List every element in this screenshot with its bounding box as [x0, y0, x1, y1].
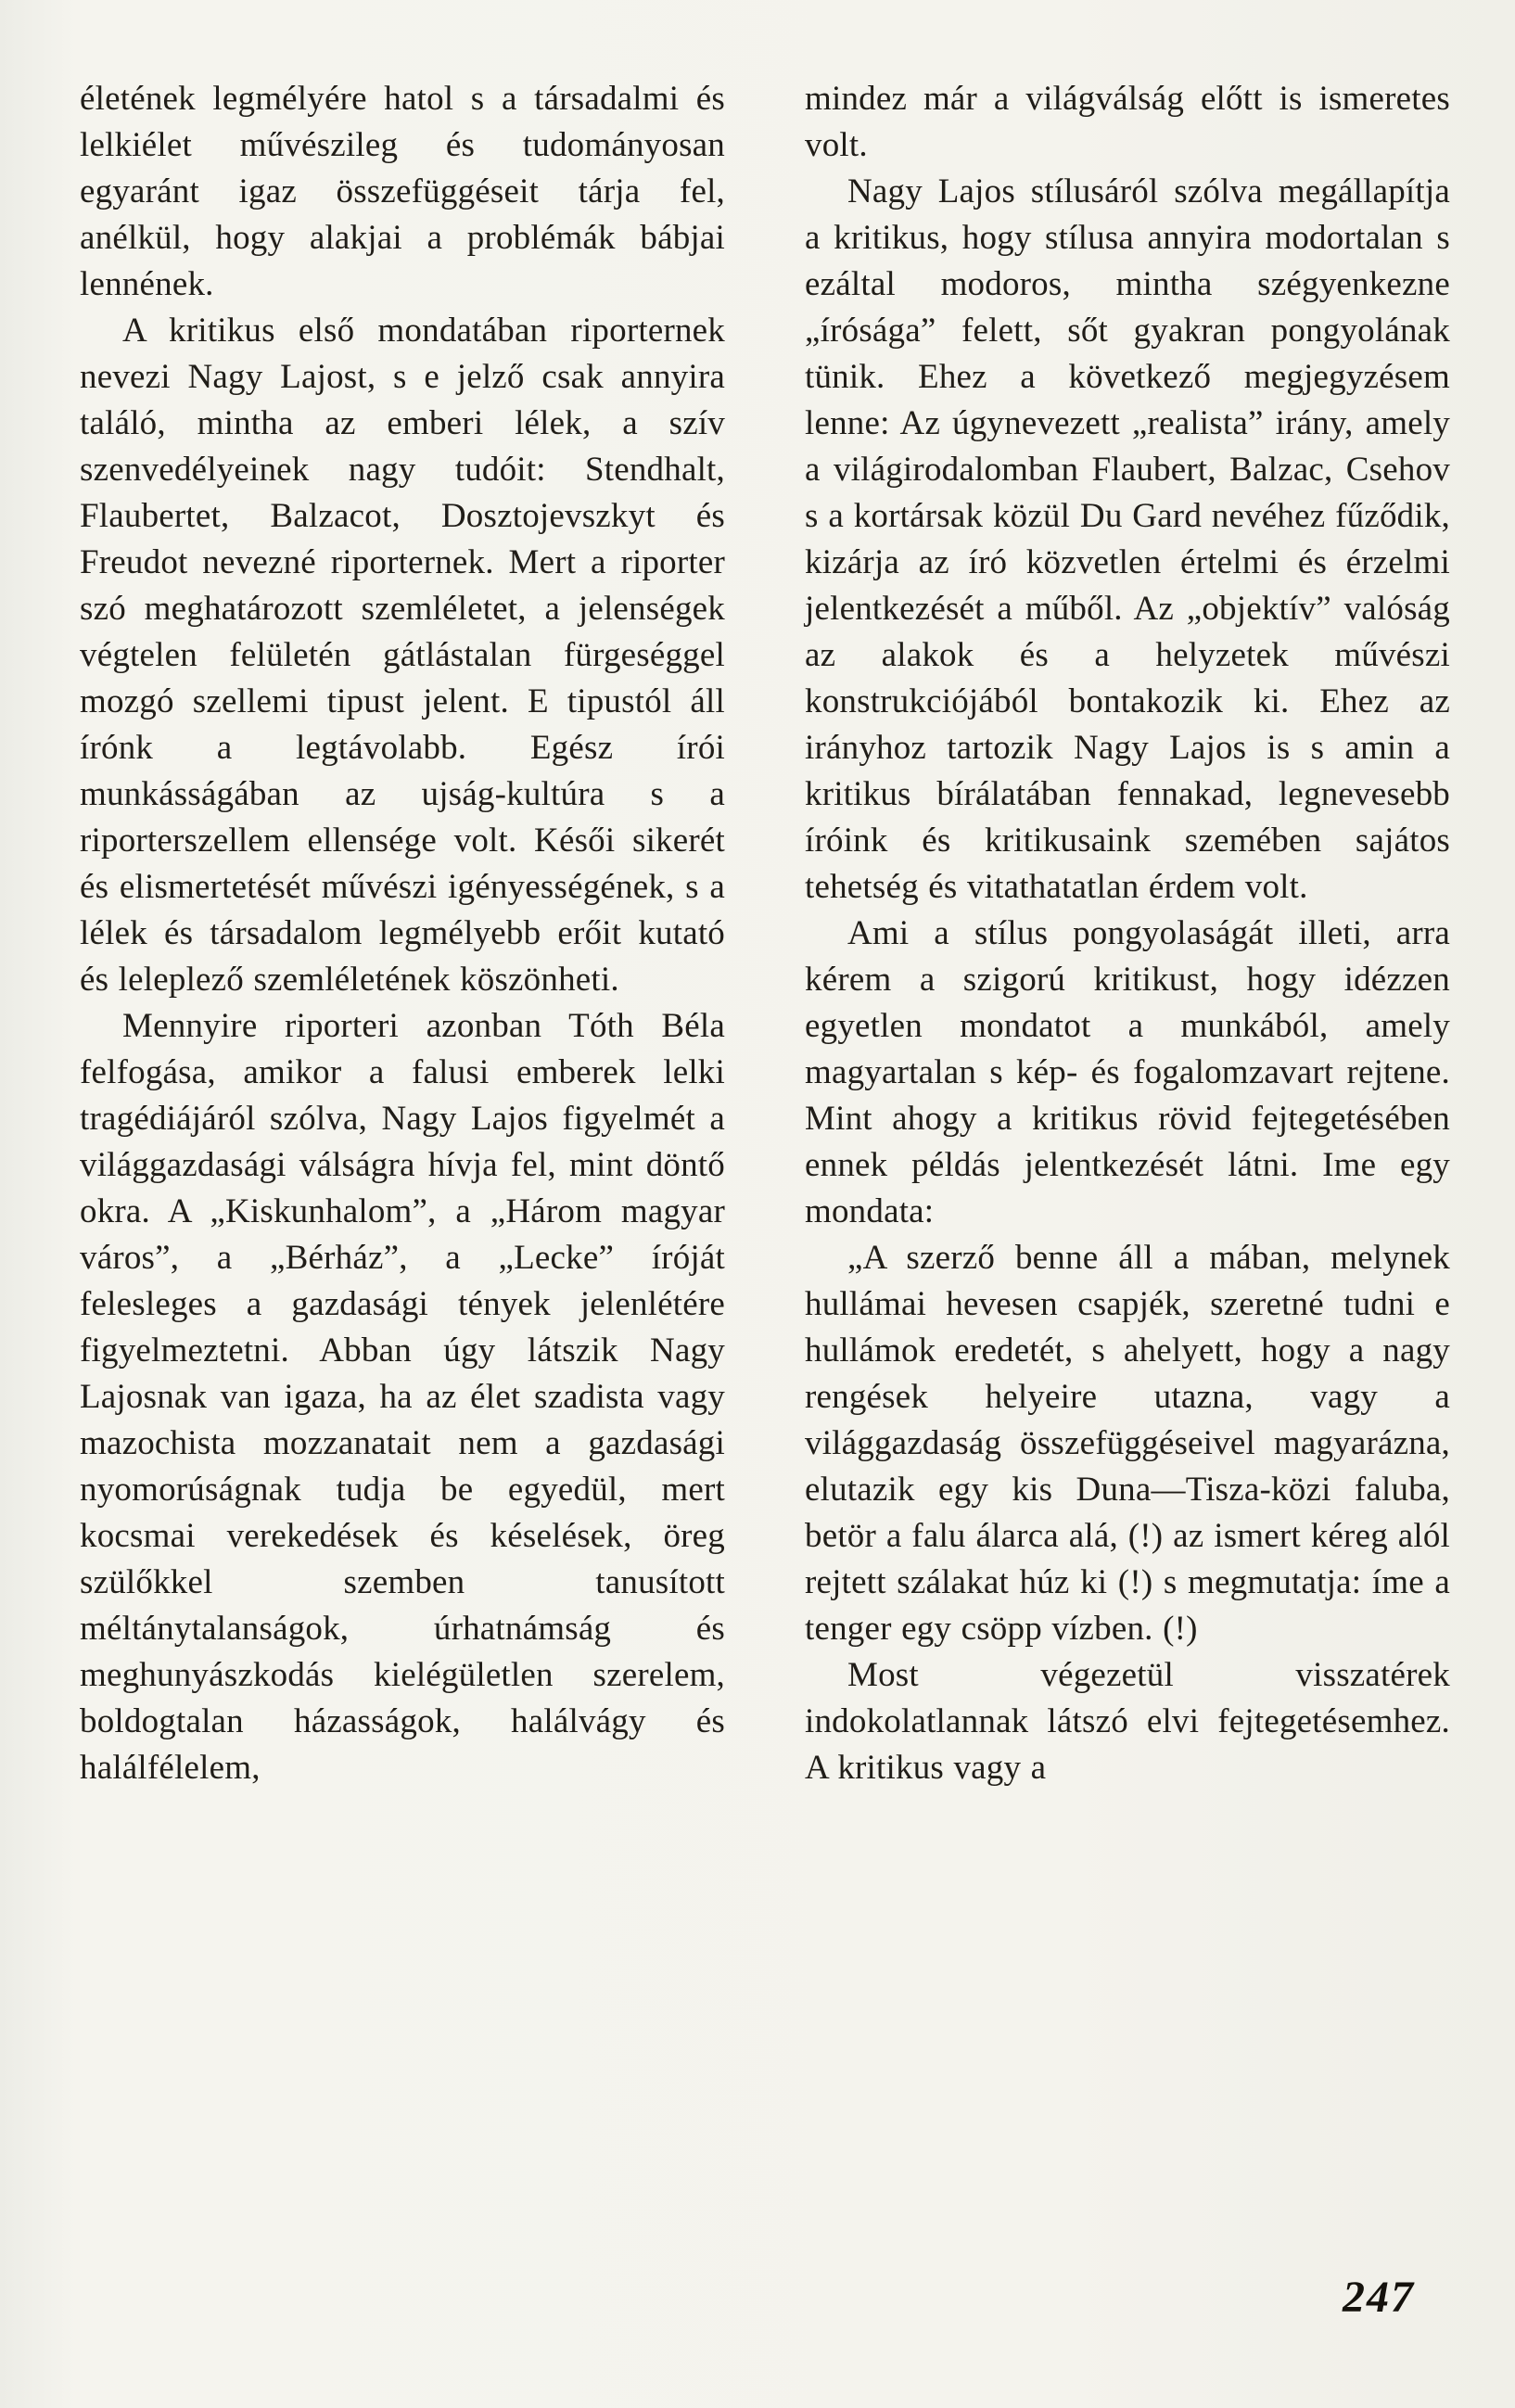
paragraph: Mennyire riporteri azonban Tóth Béla felfogása, amikor a falusi emberek lelki tragédiájáról szólva, Nagy Lajos figyelmét a világgazdasági válságra hívja fel, mint döntő okra. A „Kiskunhalom”, a „Három magyar város”, a „Bérház”, a „Lecke” íróját felesleges a gazdasági tények jelenlétére figyelmeztetni. Abban úgy látszik Nagy Lajosnak van igaza, ha az élet szadista vagy mazochista mozzanatait nem a gazdasági nyomorúságnak tudja be egyedül, mert kocsmai verekedések és késelések, öreg szülőkkel szemben tanusított méltánytalanságok, úrhatnámság és meghunyászkodás kielégületlen szerelem, boldogtalan házasságok, halálvágy és halálfélelem,: [80, 1007, 725, 1787]
page-number: 247: [1343, 2273, 1415, 2322]
paragraph: Most végezetül visszatérek indokolatlannak látszó elvi fejtegetésemhez. A kritikus vagy a: [805, 1656, 1450, 1787]
paragraph: A kritikus első mondatában riporternek nevezi Nagy Lajost, s e jelző csak annyira találó, mintha az emberi lélek, a szív szenvedélyeinek nagy tudóit: Stendhalt, Flaubertet, Balzacot, Dosztojevszkyt és Freudot nevezné riporternek. Mert a riporter szó meghatározott szemléletet, a jelenségek végtelen felületén gátlástalan fürgeséggel mozgó szellemi tipust jelent. E tipustól áll írónk a legtávolabb. Egész írói munkásságában az ujság-kultúra s a riporterszellem ellensége volt. Késői sikerét és elismertetését művészi igényességének, s a lélek és társadalom legmélyebb erőit kutató és leleplező szemléletének köszönheti.: [80, 312, 725, 999]
paragraph: Nagy Lajos stílusáról szólva megállapítja a kritikus, hogy stílusa annyira modortalan s ezáltal modoros, mintha szégyenkezne „írósága” felett, sőt gyakran pongyolának tünik. Ehez a következő megjegyzésem lenne: Az úgynevezett „realista” irány, amely a világirodalomban Flaubert, Balzac, Csehov s a kortársak közül Du Gard nevéhez fűződik, kizárja az író közvetlen értelmi és érzelmi jelentkezését a műből. Az „objektív” valóság az alakok és a helyzetek művészi konstrukciójából bontakozik ki. Ehez az irányhoz tartozik Nagy Lajos is s amin a kritikus bírálatában fennakad, legnevesebb íróink és kritikusaink szemében sajátos tehetség és vitathatatlan érdem volt.: [805, 172, 1450, 906]
paragraph-continuation: mindez már a világválság előtt is ismeretes volt.: [805, 80, 1450, 164]
left-column: [80, 76, 725, 1791]
paragraph: Ami a stílus pongyolaságát illeti, arra kérem a szigorú kritikust, hogy idézzen egyetlen mondatot a munkából, amely magyartalan s kép- és fogalomzavart rejtene. Mint ahogy a kritikus rövid fejtegetésében ennek példás jelentkezését látni. Ime egy mondata:: [805, 914, 1450, 1230]
right-column: [805, 76, 1450, 1791]
quoted-paragraph: „A szerző benne áll a mában, melynek hullámai hevesen csapjék, szeretné tudni e hullámok eredetét, s ahelyett, hogy a nagy rengések helyeire utazna, vagy a világgazdaság összefüggéseivel magyarázna, elutazik egy kis Duna—Tisza-közi faluba, betör a falu álarca alá, (!) az ismert kéreg alól rejtett szálakat húz ki (!) s megmutatja: íme a tenger egy csöpp vízben. (!): [805, 1239, 1450, 1648]
paragraph-continuation: életének legmélyére hatol s a társadalmi és lelkiélet művészileg és tudományosan egyaránt igaz összefüggéseit tárja fel, anélkül, hogy alakjai a problémák bábjai lennének.: [80, 80, 725, 303]
two-column-text-block: [80, 76, 1450, 1791]
